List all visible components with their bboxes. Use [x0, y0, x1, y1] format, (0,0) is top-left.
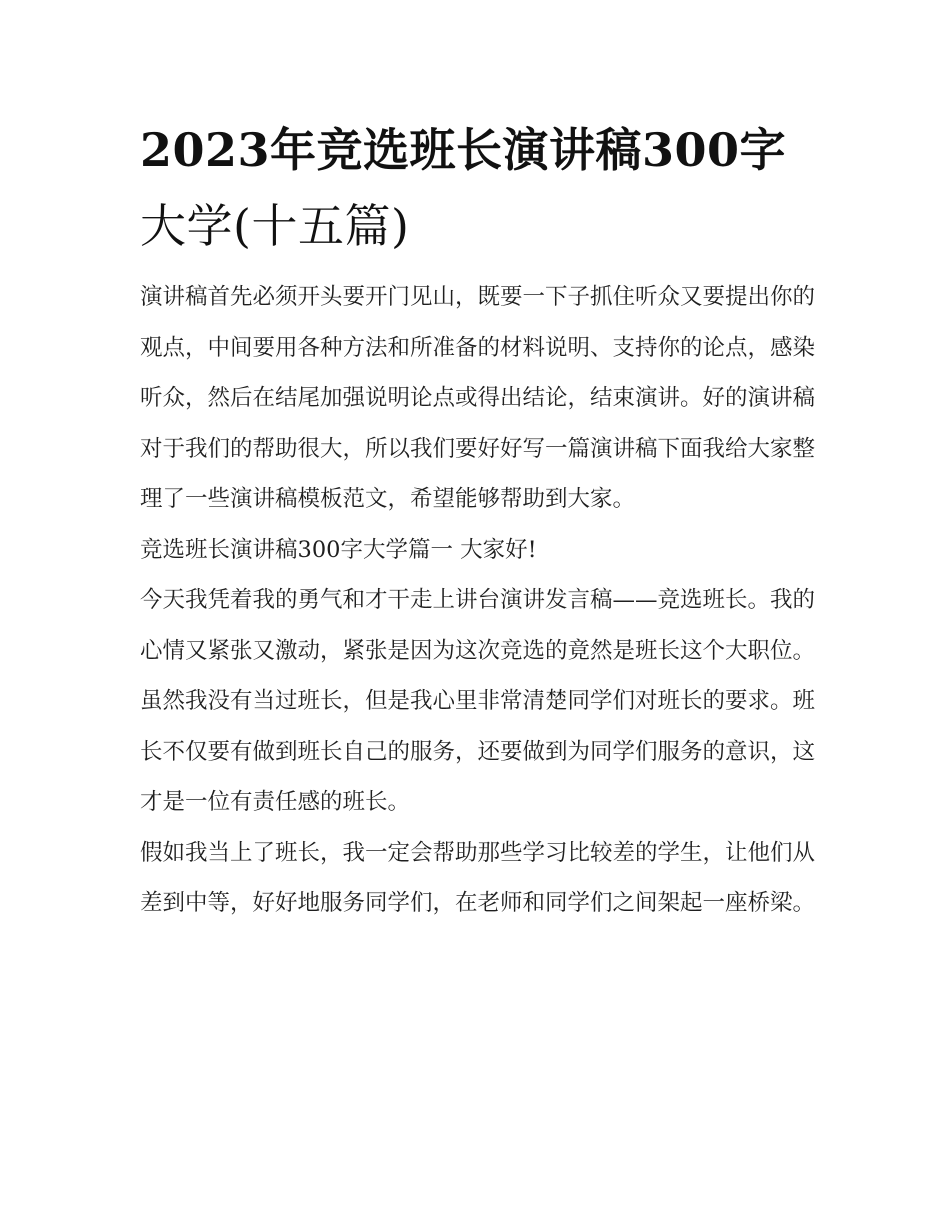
title-line-1: 2023年竞选班长演讲稿300字 [140, 123, 787, 177]
section-heading: 竞选班长演讲稿300字大学篇一 大家好! [140, 536, 537, 563]
title-line-2: 大学(十五篇) [140, 199, 410, 253]
body-paragraph: 虽然我没有当过班长，但是我心里非常清楚同学们对班长的要求。班长不仅要有做到班长自己的服务，还要做到为同学们服务的意识，这才是一位有责任感的班长。 [140, 688, 816, 815]
document-content [140, 112, 816, 929]
body-paragraph: 今天我凭着我的勇气和才干走上讲台演讲发言稿——竞选班长。我的心情又紧张又激动，紧张是因为这次竞选的竟然是班长这个大职位。 [140, 587, 816, 664]
body-paragraph: 假如我当上了班长，我一定会帮助那些学习比较差的学生，让他们从差到中等，好好地服务同学们，在老师和同学们之间架起一座桥梁。 [140, 839, 816, 916]
intro-paragraph: 演讲稿首先必须开头要开门见山，既要一下子抓住听众又要提出你的观点，中间要用各种方法和所准备的材料说明、支持你的论点，感染听众，然后在结尾加强说明论点或得出结论，结束演讲。好的演讲稿对于我们的帮助很大，所以我们要好好写一篇演讲稿下面我给大家整理了一些演讲稿模板范文，希望能够帮助到大家。 [140, 284, 816, 512]
document-title [140, 112, 816, 264]
